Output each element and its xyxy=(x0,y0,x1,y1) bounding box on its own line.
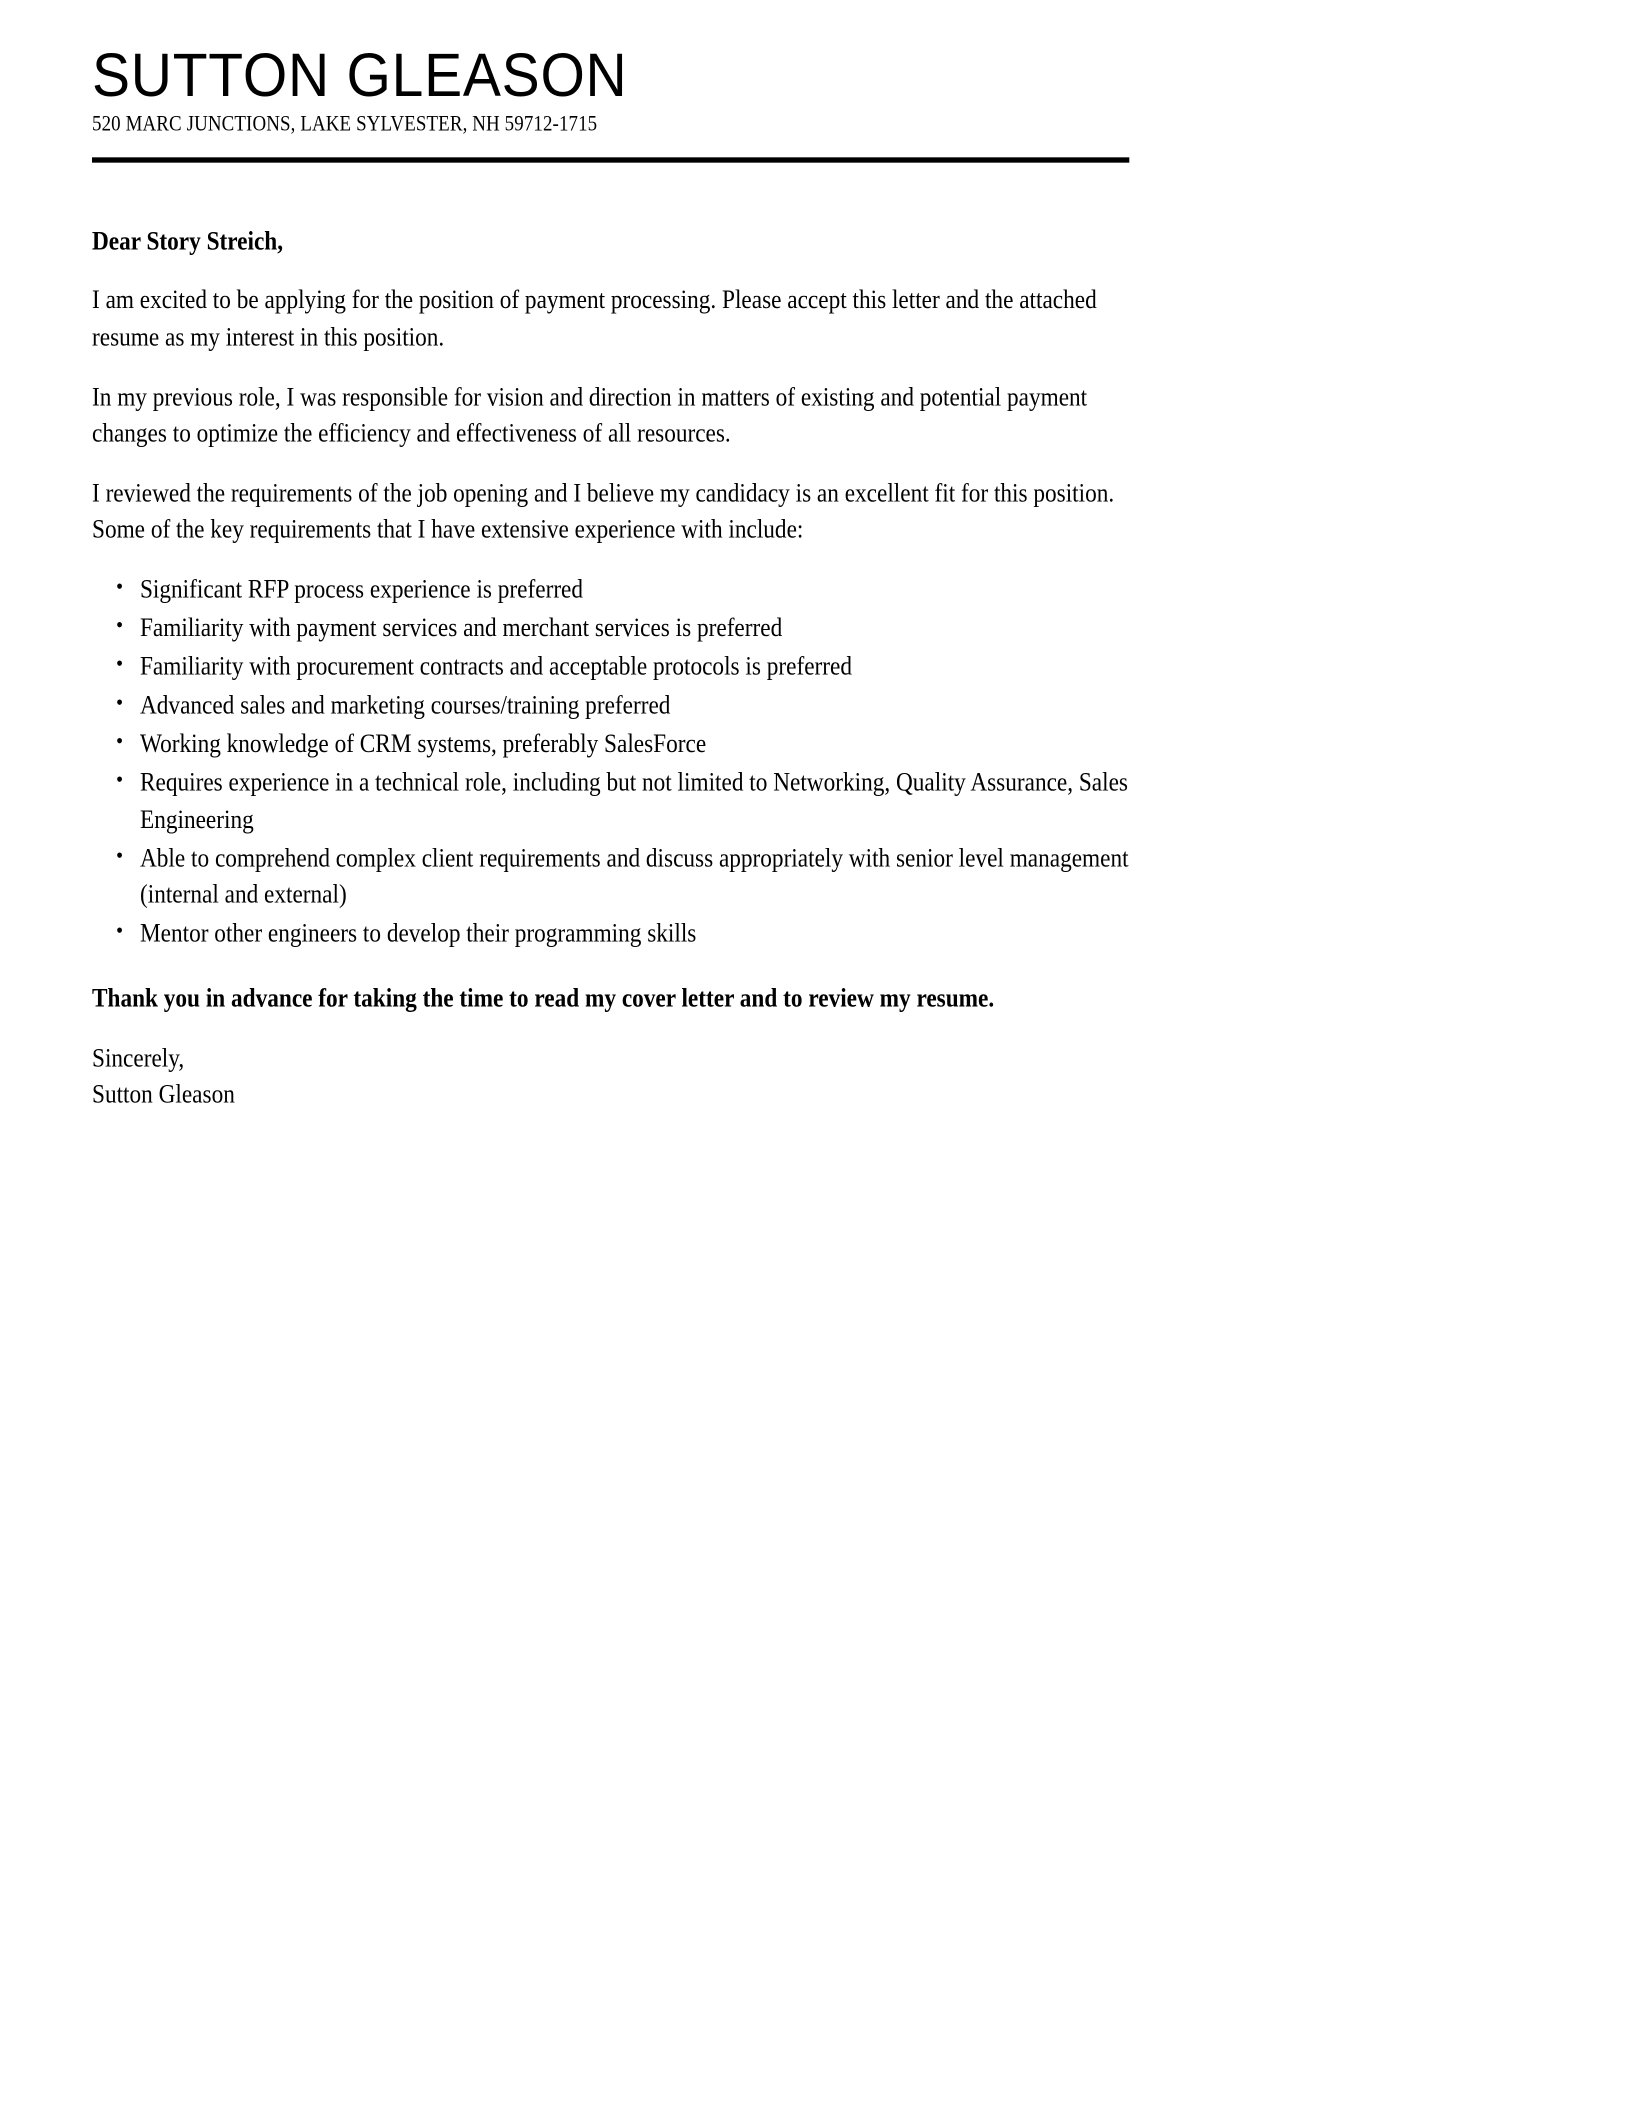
salutation: Dear Story Streich, xyxy=(91,227,284,256)
list-item: • Working knowledge of CRM systems, preferably SalesForce xyxy=(126,727,1130,763)
body-paragraph-3: I reviewed the requirements of the job opening and I believe my candidacy is an excellent fit for this position. Some of the key requirements that I have extensive experience with include: xyxy=(91,479,1115,545)
body-paragraph-1: I am excited to be applying for the position of payment processing. Please accept this letter and the attached resume as my interest in this position. xyxy=(91,287,1097,352)
closing-statement: Thank you in advance for taking the time to read my cover letter and to review my resume. xyxy=(91,985,995,1014)
requirements-list xyxy=(92,572,1129,953)
signoff-text: Sincerely, xyxy=(91,1045,185,1074)
list-item: • Requires experience in a technical role, including but not limited to Networking, Quality Assurance, Sales Engineering xyxy=(126,766,1130,838)
list-item: • Familiarity with payment services and merchant services is preferred xyxy=(126,610,1130,646)
list-item: • Mentor other engineers to develop their programming skills xyxy=(126,916,1130,952)
signature-name: Sutton Gleason xyxy=(91,1081,235,1110)
applicant-address: 520 MARC JUNCTIONS, LAKE SYLVESTER, NH 59712-1715 xyxy=(91,110,598,136)
header-divider xyxy=(92,157,1129,162)
signature-block xyxy=(92,1041,1026,1114)
letterhead xyxy=(91,39,1129,162)
list-item: • Significant RFP process experience is preferred xyxy=(126,572,1130,608)
list-item: • Able to comprehend complex client requirements and discuss appropriately with senior level management (internal and external) xyxy=(126,841,1130,913)
applicant-name: SUTTON GLEASON xyxy=(91,39,628,110)
letter-content xyxy=(91,39,1129,1115)
body-paragraph-2: In my previous role, I was responsible for vision and direction in matters of existing and potential payment changes to optimize the efficiency and effectiveness of all resources. xyxy=(91,383,1088,449)
list-item: • Advanced sales and marketing courses/training preferred xyxy=(126,688,1130,724)
letter-body xyxy=(92,224,1129,1115)
list-item: • Familiarity with procurement contracts and acceptable protocols is preferred xyxy=(126,649,1130,685)
